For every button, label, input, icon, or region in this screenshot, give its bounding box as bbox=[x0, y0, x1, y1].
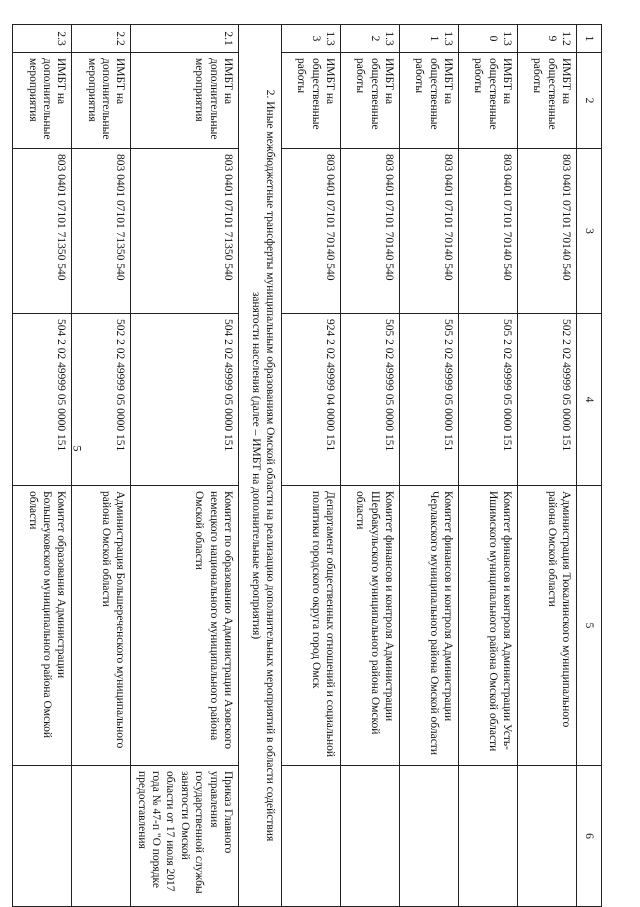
recipient-name: Администрация Тюкалинского муниципального района Омской области bbox=[518, 486, 577, 766]
income-code: 505 2 02 49999 05 0000 151 bbox=[400, 314, 459, 486]
recipient-name: Комитет финансов и контроля Администрации Шербакульского муниципального района Омской области bbox=[341, 486, 400, 766]
budget-code: 803 0401 07101 70140 540 bbox=[459, 149, 518, 314]
row-number: 2.3 bbox=[13, 25, 72, 53]
recipient-name: Комитет по образованию Администрации Азовского немецкого национального муниципального района Омской области bbox=[131, 486, 239, 766]
recipient-name: Комитет финансов и контроля Администрации Усть-Ишимского муниципального района Омской области bbox=[459, 486, 518, 766]
table-row bbox=[282, 25, 341, 907]
legal-basis bbox=[13, 766, 72, 907]
column-number: 2 bbox=[577, 53, 602, 149]
income-code: 502 2 02 49999 05 0000 151 bbox=[72, 314, 131, 486]
income-code: 502 2 02 49999 05 0000 151 bbox=[518, 314, 577, 486]
legal-basis bbox=[341, 766, 400, 907]
row-number: 1.32 bbox=[341, 25, 400, 53]
income-code: 504 2 02 49999 05 0000 151 bbox=[13, 314, 72, 486]
budget-code: 803 0401 07101 71350 540 bbox=[72, 149, 131, 314]
column-number-row bbox=[577, 25, 602, 907]
table-row bbox=[131, 25, 239, 907]
row-number: 1.29 bbox=[518, 25, 577, 53]
table-row bbox=[400, 25, 459, 907]
column-number: 5 bbox=[577, 486, 602, 766]
table-row bbox=[459, 25, 518, 907]
income-code: 504 2 02 49999 05 0000 151 bbox=[131, 314, 239, 486]
rotated-table-container bbox=[26, 24, 602, 906]
column-number: 6 bbox=[577, 766, 602, 907]
row-number: 1.33 bbox=[282, 25, 341, 53]
budget-code: 803 0401 07101 70140 540 bbox=[282, 149, 341, 314]
legal-basis bbox=[72, 766, 131, 907]
legal-basis bbox=[400, 766, 459, 907]
legal-basis bbox=[459, 766, 518, 907]
income-code: 505 2 02 49999 05 0000 151 bbox=[459, 314, 518, 486]
income-code: 924 2 02 49999 04 0000 151 bbox=[282, 314, 341, 486]
budget-code: 803 0401 07101 71350 540 bbox=[13, 149, 72, 314]
legal-basis bbox=[518, 766, 577, 907]
transfer-name: ИМБТ на общественные работы bbox=[400, 53, 459, 149]
income-code: 505 2 02 49999 05 0000 151 bbox=[341, 314, 400, 486]
recipient-name: Комитет образования Администрации Большеуковского муниципального района Омской области bbox=[13, 486, 72, 766]
row-number: 1.31 bbox=[400, 25, 459, 53]
transfer-name: ИМБТ на дополнительные мероприятия bbox=[13, 53, 72, 149]
recipient-name: Комитет финансов и контроля Администрации Черлакского муниципального района Омской области bbox=[400, 486, 459, 766]
row-number: 2.2 bbox=[72, 25, 131, 53]
budget-code: 803 0401 07101 70140 540 bbox=[518, 149, 577, 314]
budget-code: 803 0401 07101 70140 540 bbox=[341, 149, 400, 314]
column-number: 3 bbox=[577, 149, 602, 314]
recipient-name: Департамент общественных отношений и социальной политики городского округа город Омск bbox=[282, 486, 341, 766]
transfer-name: ИМБТ на общественные работы bbox=[341, 53, 400, 149]
transfer-name: ИМБТ на дополнительные мероприятия bbox=[72, 53, 131, 149]
budget-code: 803 0401 07101 71350 540 bbox=[131, 149, 239, 314]
table-row bbox=[72, 25, 131, 907]
legal-basis: Приказ Главного управления государственной службы занятости Омской области от 17 июля 2017 года № 47-п "О порядке предоставления bbox=[131, 766, 239, 907]
page-number: 5 bbox=[70, 445, 85, 452]
row-number: 1.30 bbox=[459, 25, 518, 53]
table-row bbox=[518, 25, 577, 907]
row-number: 2.1 bbox=[131, 25, 239, 53]
budget-code: 803 0401 07101 70140 540 bbox=[400, 149, 459, 314]
table-row bbox=[13, 25, 72, 907]
table-row bbox=[341, 25, 400, 907]
section-title: 2. Иные межбюджетные трансферты муниципальным образованиям Омской области на реализацию дополнительных мероприятий в области содействия занятости населения (далее – ИМБТ на дополнительные мероприятия) bbox=[239, 25, 282, 907]
transfer-name: ИМБТ на дополнительные мероприятия bbox=[131, 53, 239, 149]
transfer-name: ИМБТ на общественные работы bbox=[459, 53, 518, 149]
recipient-name: Администрация Большереченского муниципального района Омской области bbox=[72, 486, 131, 766]
column-number: 4 bbox=[577, 314, 602, 486]
transfer-name: ИМБТ на общественные работы bbox=[518, 53, 577, 149]
legal-basis bbox=[282, 766, 341, 907]
transfers-table bbox=[12, 24, 602, 907]
transfer-name: ИМБТ на общественные работы bbox=[282, 53, 341, 149]
section-heading-row bbox=[239, 25, 282, 907]
column-number: 1 bbox=[577, 25, 602, 53]
